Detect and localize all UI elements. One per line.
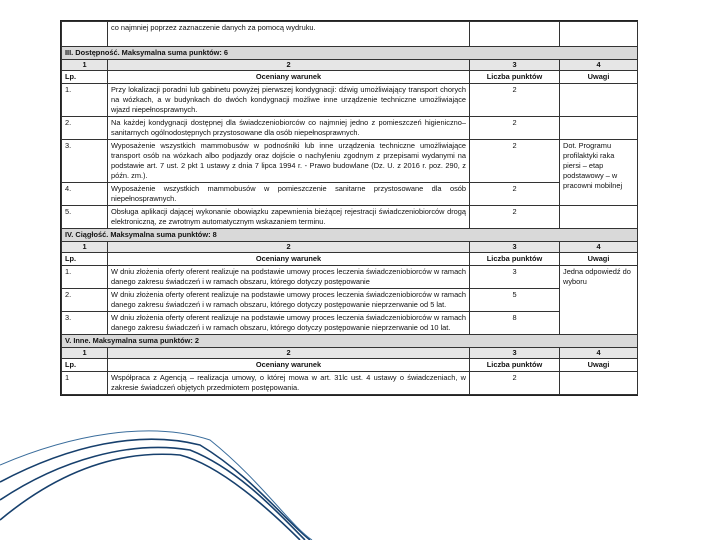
column-number-row: 1 2 3 4 — [62, 60, 638, 71]
notes-header: Uwagi — [560, 359, 638, 372]
section-title: IV. Ciągłość. Maksymalna suma punktów: 8 — [62, 229, 638, 242]
lp-header: Lp. — [62, 359, 108, 372]
criteria-table — [61, 21, 638, 395]
points-header: Liczba punktów — [470, 359, 560, 372]
points-header: Liczba punktów — [470, 71, 560, 84]
column-number-row: 1 2 3 4 — [62, 242, 638, 253]
notes-header: Uwagi — [560, 253, 638, 266]
notes-header: Uwagi — [560, 71, 638, 84]
lp-header: Lp. — [62, 253, 108, 266]
warunek-header: Oceniany warunek — [108, 359, 470, 372]
lp-header: Lp. — [62, 71, 108, 84]
column-number-row: 1 2 3 4 — [62, 348, 638, 359]
table-row: 1. W dniu złożenia oferty oferent realizuje na podstawie umowy proces leczenia świadczeniobiorców w ramach danego zakresu świadczeń i w ramach obszaru, którego dotyczy postępowanie 3 Jedna odpowiedź do wyboru — [62, 266, 638, 289]
table-row: 1. Przy lokalizacji poradni lub gabinetu powyżej pierwszej kondygnacji: dźwig umożliwiający transport chorych na wózkach, a w budynkach do dwóch kondygnacji możliwe inne urządzenie techniczne umożliwiające wjazd niepełnosprawnych. 2 — [62, 84, 638, 117]
table-row: 4. Wyposażenie wszystkich mammobusów w pomieszczenie sanitarne przystosowane dla osób niepełnosprawnych. 2 — [62, 183, 638, 206]
table-row: 5. Obsługa aplikacji dającej wykonanie obowiązku zapewnienia bieżącej rejestracji świadczeniobiorców drogą elektroniczną, ze zwrotnym automatycznym wskazaniem terminu. 2 — [62, 206, 638, 229]
warunek-header: Oceniany warunek — [108, 253, 470, 266]
section-header — [62, 229, 638, 242]
top-row-text: co najmniej poprzez zaznaczenie danych za pomocą wydruku. — [108, 22, 470, 47]
column-header-row — [62, 253, 638, 266]
table-row: 1 Współpraca z Agencją – realizacja umowy, o której mowa w art. 31lc ust. 4 ustawy o świadczeniach, w zakresie świadczeń objętych przedmiotem postępowania. 2 — [62, 372, 638, 395]
section-title: V. Inne. Maksymalna suma punktów: 2 — [62, 335, 638, 348]
section-header — [62, 47, 638, 60]
table-row: 3. W dniu złożenia oferty oferent realizuje na podstawie umowy proces leczenia świadczeniobiorców w ramach danego zakresu świadczeń i w ramach obszaru, którego dotyczy postępowanie nieprzerwanie od 10 lat. 8 — [62, 312, 638, 335]
warunek-header: Oceniany warunek — [108, 71, 470, 84]
column-header-row — [62, 359, 638, 372]
section-header — [62, 335, 638, 348]
top-continuation-row — [62, 22, 638, 47]
row-note: Dot. Programu profilaktyki raka piersi – etap podstawowy – w pracowni mobilnej — [560, 140, 638, 206]
column-header-row — [62, 71, 638, 84]
section-title: III. Dostępność. Maksymalna suma punktów: 6 — [62, 47, 638, 60]
criteria-document — [60, 20, 638, 396]
points-header: Liczba punktów — [470, 253, 560, 266]
table-row: 2. W dniu złożenia oferty oferent realizuje na podstawie umowy proces leczenia świadczeniobiorców w ramach danego zakresu świadczeń i w ramach obszaru, którego dotyczy postępowanie nieprzerwanie od 5 lat. 5 — [62, 289, 638, 312]
table-row: 2. Na każdej kondygnacji dostępnej dla świadczeniobiorców co najmniej jedno z pomieszczeń higieniczno–sanitarnych ogólnodostępnych przystosowane dla osób niepełnosprawnych. 2 — [62, 117, 638, 140]
table-row: 3. Wyposażenie wszystkich mammobusów w podnośniki lub inne urządzenia techniczne umożliwiające transport osób na wózkach albo podjazdy oraz dojście o nachyleniu zgodnym z przepisami wydanymi na podstawie art. 7 ust. 2 pkt 1 ustawy z dnia 7 lipca 1994 r. - Prawo budowlane (Dz. U. z 2016 r. poz. 290, z późn. zm.). 2 Dot. Programu profilaktyki raka piersi – etap podstawowy – w pracowni mobilnej — [62, 140, 638, 183]
row-note: Jedna odpowiedź do wyboru — [560, 266, 638, 335]
